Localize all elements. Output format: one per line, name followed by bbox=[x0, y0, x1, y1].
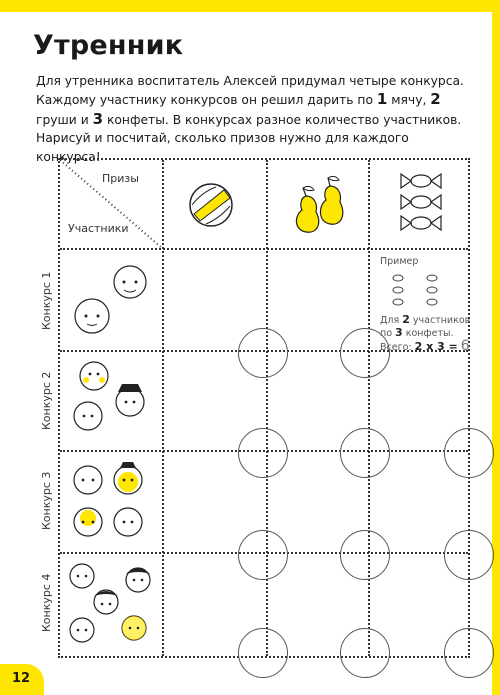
candies-icon bbox=[398, 170, 444, 234]
answer-arc[interactable] bbox=[340, 628, 390, 678]
intro-part: конфеты. В конкурсах разное количество участников. Нарисуй и посчитай, сколько призов нужно для каждого конкурса! bbox=[36, 112, 462, 164]
face-icon bbox=[68, 254, 158, 344]
candy-example-icon bbox=[386, 272, 446, 308]
example-number: 2 bbox=[402, 313, 410, 326]
column-divider bbox=[266, 160, 268, 656]
face-icon bbox=[66, 456, 156, 546]
example-answer: 6 bbox=[460, 338, 470, 354]
column-divider bbox=[368, 160, 370, 656]
example-cell bbox=[380, 256, 470, 354]
intro-part: Для утренника воспитатель Алексей придумал четыре конкурса. Каждому участнику конкурсов он решил дарить по bbox=[36, 74, 464, 108]
top-accent-bar bbox=[0, 0, 500, 12]
example-number: 3 bbox=[395, 326, 403, 339]
answer-arc[interactable] bbox=[444, 628, 494, 678]
answer-arc[interactable] bbox=[340, 530, 390, 580]
header-prizes-label: Призы bbox=[102, 172, 139, 185]
answer-arc[interactable] bbox=[444, 530, 494, 580]
intro-part: груши и bbox=[36, 112, 93, 127]
example-title: Пример bbox=[380, 256, 419, 267]
right-accent-bar bbox=[492, 0, 500, 695]
pears-icon bbox=[288, 172, 358, 238]
row-label-contest-2: Конкурс 2 bbox=[40, 371, 53, 430]
intro-number: 3 bbox=[92, 109, 104, 128]
answer-arc[interactable] bbox=[340, 328, 390, 378]
answer-arc[interactable] bbox=[238, 628, 288, 678]
intro-part: мячу, bbox=[387, 93, 431, 108]
intro-number: 2 bbox=[430, 90, 441, 109]
example-line-1 bbox=[380, 314, 470, 327]
answer-arc[interactable] bbox=[238, 428, 288, 478]
answer-arc[interactable] bbox=[238, 328, 288, 378]
example-text: участников bbox=[409, 315, 471, 326]
row-label-contest-1: Конкурс 1 bbox=[40, 271, 53, 330]
row-label-contest-4: Конкурс 4 bbox=[40, 573, 53, 632]
example-total bbox=[380, 340, 470, 354]
row-label-contest-3: Конкурс 3 bbox=[40, 471, 53, 530]
face-icon bbox=[66, 354, 156, 444]
example-text: по bbox=[380, 328, 396, 339]
example-equation: 2 х 3 = bbox=[414, 340, 458, 353]
example-total-label: Всего: bbox=[380, 342, 412, 353]
answer-arc[interactable] bbox=[444, 428, 494, 478]
page-number: 12 bbox=[12, 671, 31, 686]
intro-text bbox=[36, 72, 476, 166]
ball-icon bbox=[186, 180, 236, 230]
face-icon bbox=[62, 558, 157, 648]
example-text: Для bbox=[380, 315, 403, 326]
example-line-2 bbox=[380, 327, 470, 340]
answer-arc[interactable] bbox=[238, 530, 288, 580]
intro-number: 1 bbox=[376, 90, 388, 109]
answer-arc[interactable] bbox=[340, 428, 390, 478]
example-text: конфеты. bbox=[402, 328, 454, 339]
page-title: Утренник bbox=[33, 30, 184, 61]
header-participants-label: Участники bbox=[68, 222, 129, 235]
